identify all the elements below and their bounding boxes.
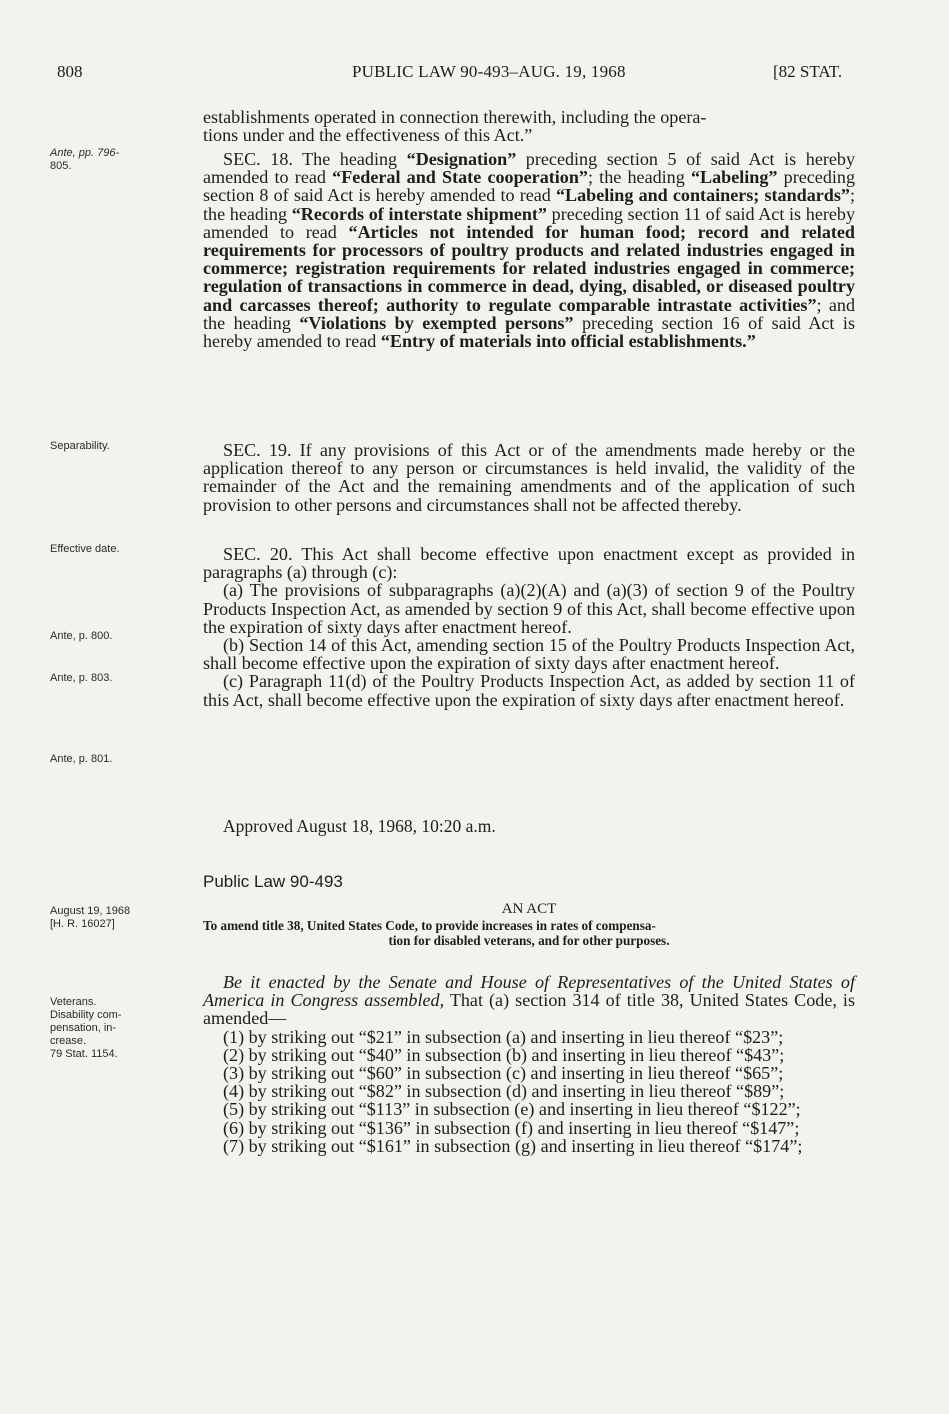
amendment-item: (5) by striking out “$113” in subsection (e) and inserting in lieu thereof “$122”;	[223, 1099, 801, 1120]
margin-ante-796-line1: Ante, pp. 796-	[50, 147, 120, 159]
sec18-heading-violations: “Violations by exempted persons”	[299, 312, 574, 333]
running-head: PUBLIC LAW 90-493–AUG. 19, 1968	[352, 62, 626, 81]
margin-disability-1: Disability com-	[50, 1009, 122, 1021]
act-purpose-line-2: tion for disabled veterans, and for other purposes.	[388, 933, 670, 948]
statute-reference: [82 STAT.	[773, 62, 843, 81]
amendment-item: (2) by striking out “$40” in subsection (b) and inserting in lieu thereof “$43”;	[223, 1044, 785, 1065]
sec18-text: preceding section 16 of said Act is hereby amended to read	[203, 312, 856, 352]
opening-line-1: establishments operated in connection therewith, including the opera-	[203, 107, 707, 127]
opening-paragraph	[203, 108, 855, 144]
amendment-item: (6) by striking out “$136” in subsection (f) and inserting in lieu thereof “$147”;	[223, 1117, 800, 1138]
enacting-clause-italic: Be it enacted by the Senate and House of Representatives of the United States of America in Congress assembled,	[203, 972, 855, 1011]
act-purpose	[203, 918, 855, 948]
margin-note-effective-date: Effective date.	[50, 543, 120, 555]
page-number: 808	[57, 62, 83, 81]
margin-bill-number: [H. R. 16027]	[50, 918, 115, 930]
page-header	[0, 62, 949, 86]
sec18-heading-labeling-containers: “Labeling and containers; standards”	[556, 185, 850, 206]
sec19-text: SEC. 19. If any provisions of this Act or of the amendments made hereby or the application thereof to any person or circumstances is held invalid, the validity of the remainder of the Act and the remaining amendments and of the application of such provision to other persons and circumstances shall not be affected thereby.	[203, 440, 855, 515]
margin-date: August 19, 1968	[50, 905, 131, 917]
sec18-heading-designation: “Designation”	[406, 149, 517, 169]
sec18-heading-labeling: “Labeling”	[690, 167, 778, 188]
sec18-text: ; the heading	[587, 167, 691, 188]
margin-note-ante-801: Ante, p. 801.	[50, 753, 113, 765]
margin-stat: 79 Stat. 1154.	[50, 1048, 118, 1060]
sec18-text: ; and the heading	[203, 294, 855, 333]
public-law-title: Public Law 90-493	[203, 872, 343, 891]
margin-note-ante-803: Ante, p. 803.	[50, 672, 113, 684]
sec18-heading-articles: “Articles not intended for human food; record and related requirements for processors of poultry products and related industries engaged in commerce; registration requirements for related industries engaged in commerce; regulation of transactions in commerce in dead, dying, disabled, or diseased poultry and carcasses thereof; authority to regulate comparable intrastate activities”	[203, 221, 855, 315]
margin-disability-3: crease.	[50, 1035, 87, 1047]
act-purpose-line-1: To amend title 38, United States Code, to provide increases in rates of compensa-	[203, 918, 656, 933]
section-20	[203, 545, 855, 709]
amendment-item: (1) by striking out “$21” in subsection (a) and inserting in lieu thereof “$23”;	[223, 1026, 784, 1047]
margin-note-date	[50, 905, 185, 931]
section-18	[203, 150, 855, 350]
section-19	[203, 441, 855, 514]
enacting-clause-text: That (a) section 314 of title 38, United States Code, is amended—	[203, 990, 855, 1029]
sec18-text: ; the heading	[203, 185, 855, 224]
sec18-heading-federal-state: “Federal and State cooperation”	[332, 167, 588, 188]
sec20-text: SEC. 20. This Act shall become effective upon enactment except as provided in paragraphs (a) through (c):	[203, 544, 855, 583]
margin-ante-796-line2: 805.	[50, 160, 72, 172]
sec18-text: preceding section 11 of said Act is hereby amended to read	[203, 203, 855, 242]
act-heading: AN ACT	[501, 901, 557, 917]
sec20-paragraph-b: (b) Section 14 of this Act, amending section 15 of the Poultry Products Inspection Act, shall become effective upon the expiration of sixty days after enactment hereof.	[203, 635, 855, 674]
approval-line: Approved August 18, 1968, 10:20 a.m.	[223, 816, 496, 836]
margin-disability-2: pensation, in-	[50, 1022, 117, 1034]
opening-line-2: tions under and the effectiveness of this Act.”	[203, 125, 533, 146]
margin-note-separability: Separability.	[50, 440, 110, 452]
margin-note-ante-800: Ante, p. 800.	[50, 630, 113, 642]
sec18-text: SEC. 18. The heading	[223, 149, 407, 169]
margin-note-veterans	[50, 996, 185, 1061]
amendment-item: (4) by striking out “$82” in subsection (d) and inserting in lieu thereof “$89”;	[223, 1081, 785, 1102]
amendment-item: (7) by striking out “$161” in subsection (g) and inserting in lieu thereof “$174”;	[223, 1135, 803, 1156]
sec18-heading-records: “Records of interstate shipment”	[291, 203, 547, 224]
sec20-paragraph-c: (c) Paragraph 11(d) of the Poultry Products Inspection Act, as added by section 11 of this Act, shall become effective upon the expiration of sixty days after enactment hereof.	[203, 671, 855, 710]
sec18-text: preceding section 8 of said Act is hereby amended to read	[203, 167, 855, 206]
margin-veterans: Veterans.	[50, 996, 97, 1008]
amendment-item: (3) by striking out “$60” in subsection (c) and inserting in lieu thereof “$65”;	[223, 1063, 784, 1084]
margin-note-ante-796	[50, 147, 185, 173]
sec18-heading-entry: “Entry of materials into official establishments.”	[380, 331, 756, 352]
sec20-paragraph-a: (a) The provisions of subparagraphs (a)(2)(A) and (a)(3) of section 9 of the Poultry Products Inspection Act, as amended by section 9 of this Act, shall become effective upon the expiration of sixty days after enactment hereof.	[203, 580, 855, 637]
sec18-text: preceding section 5 of said Act is hereby amended to read	[203, 149, 855, 188]
enacting-clause	[203, 973, 855, 1155]
